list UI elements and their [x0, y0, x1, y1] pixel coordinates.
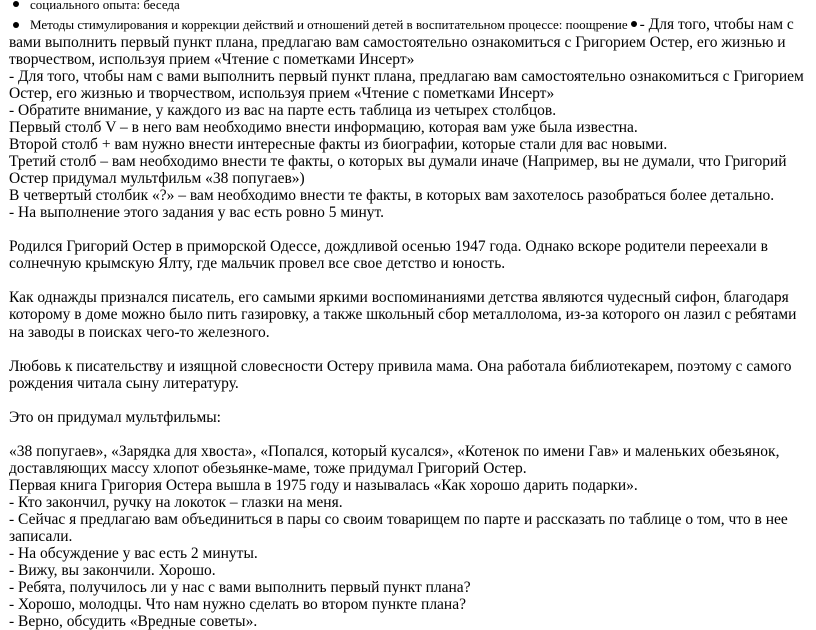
text-line: Родился Григорий Остер в приморской Одессе, дождливой осенью 1947 года. Однако вскоре родители переехали в — [9, 238, 768, 256]
bullet-text-wrapper — [30, 16, 794, 33]
text-line: Первый столб V – в него вам необходимо внести информацию, которая вам уже была известна. — [9, 119, 638, 137]
bullet-text-small: Методы стимулирования и коррекции действий и отношений детей в воспитательном процессе: поощрение — [30, 17, 628, 32]
text-line: - Для того, чтобы нам с вами выполнить первый пункт плана, предлагаю вам самостоятельно ознакомиться с Григорием — [9, 68, 804, 86]
text-line: Любовь к писательству и изящной словесности Остеру привила мама. Она работала библиотекарем, поэтому с самого — [9, 357, 792, 375]
text-line: Это он придумал мультфильмы: — [9, 408, 221, 426]
text-line: вами выполнить первый пункт плана, предлагаю вам самостоятельно ознакомиться с Григорием Остер, его жизнью и — [9, 34, 786, 51]
text-line: В четвертый столбик «?» – вам необходимо внести те факты, в которых вам захотелось разобраться более детально. — [9, 187, 775, 205]
text-line: «38 попугаев», «Зарядка для хвоста», «Попался, который кусался», «Котенок по имени Гав» и маленьких обезьянок, — [9, 442, 780, 460]
text-line: - Кто закончил, ручку на локоток – глазки на меня. — [9, 493, 343, 511]
text-line: творчеством, используя прием «Чтение с пометками Инсерт» — [9, 51, 415, 69]
text-line: Остер придумал мультфильм «38 попугаев») — [9, 170, 305, 188]
inline-bullet-icon — [631, 21, 637, 27]
text-line: которому в доме можно было пить газировку, а также школьный сбор металлолома, из-за которого он лазил с ребятами — [9, 306, 797, 324]
text-line: - Верно, обсудить «Вредные советы». — [9, 613, 258, 630]
text-line: солнечную крымскую Ялту, где мальчик провел все свое детство и юность. — [9, 255, 506, 273]
text-line: - Вижу, вы закончили. Хорошо. — [9, 561, 216, 579]
text-line: доставляющих массу хлопот обезьянке-маме, тоже придумал Григорий Остер. — [9, 459, 527, 477]
text-line: на заводы в поисках чего-то железного. — [9, 323, 270, 341]
text-line: записали. — [9, 527, 73, 545]
bullet-text: социального опыта: беседа — [30, 0, 180, 12]
bullet-icon — [13, 22, 19, 28]
text-line: Как однажды признался писатель, его самыми яркими воспоминаниями детства являются чудесный сифон, благодаря — [9, 289, 789, 307]
text-line: Второй столб + вам нужно внести интересные факты из биографии, которые стали для вас новыми. — [9, 136, 668, 154]
text-line: рождения читала сыну литературу. — [9, 374, 239, 392]
text-line: - На выполнение этого задания у вас есть ровно 5 минут. — [9, 204, 384, 222]
text-line: - Хорошо, молодцы. Что нам нужно сделать во втором пункте плана? — [9, 595, 466, 613]
text-line: - Ребята, получилось ли у нас с вами выполнить первый пункт плана? — [9, 578, 471, 596]
text-line: - Обратите внимание, у каждого из вас на парте есть таблица из четырех столбцов. — [9, 102, 557, 120]
text-line: - Сейчас я предлагаю вам объединиться в пары со своим товарищем по парте и рассказать по таблице о том, что в нее — [9, 510, 788, 528]
text-line: Остер, его жизнью и творчеством, используя прием «Чтение с пометками Инсерт» — [9, 85, 555, 103]
bullet-item-social-experience — [0, 0, 816, 13]
text-line: Первая книга Григория Остера вышла в 1975 году и называлась «Как хорошо дарить подарки». — [9, 476, 638, 494]
text-line: - На обсуждение у вас есть 2 минуты. — [9, 544, 258, 562]
bullet-icon — [13, 1, 19, 7]
text-line: Третий столб – вам необходимо внести те факты, о которых вы думали иначе (Например, вы не думали, что Григорий — [9, 153, 787, 171]
bullet-text-large: - Для того, чтобы нам с — [639, 16, 794, 33]
